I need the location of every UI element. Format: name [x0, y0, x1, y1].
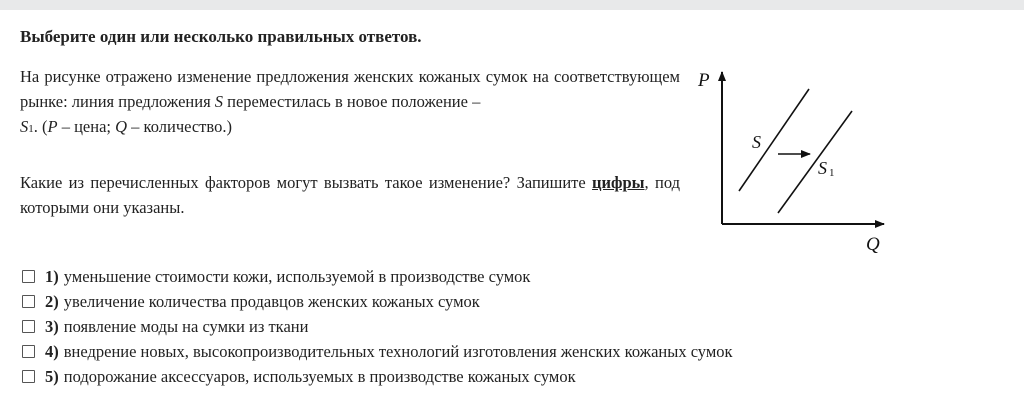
- question-paragraph-1: На рисунке отражено изменение предложения женских кожаных сумок на соответствующем рынке: линия предложения S переместилась в новое положение – S1. (P – цена; Q – количество.): [20, 67, 680, 136]
- answer-options: [22, 264, 733, 389]
- option-3-checkbox[interactable]: [22, 320, 35, 333]
- option-2[interactable]: 2) увеличение количества продавцов женских кожаных сумок: [22, 289, 733, 314]
- question-text: [20, 64, 680, 220]
- axis-x-label: Q: [866, 234, 880, 255]
- option-4[interactable]: 4) внедрение новых, высокопроизводительных технологий изготовления женских кожаных сумок: [22, 339, 733, 364]
- option-5[interactable]: 5) подорожание аксессуаров, используемых в производстве кожаных сумок: [22, 364, 733, 389]
- question-paragraph-2: Какие из перечисленных факторов могут вызвать такое изменение? Запишите цифры, под которыми они указаны.: [20, 173, 680, 217]
- supply-curve-s: [739, 89, 809, 191]
- supply-curve-s1: [778, 111, 852, 213]
- top-strip: [0, 0, 1024, 10]
- option-1[interactable]: 1) уменьшение стоимости кожи, используемой в производстве сумок: [22, 264, 733, 289]
- instruction-heading: Выберите один или несколько правильных ответов.: [20, 27, 422, 46]
- option-1-checkbox[interactable]: [22, 270, 35, 283]
- curve-s1-label: S: [818, 158, 827, 178]
- curve-s-label: S: [752, 132, 761, 152]
- axis-y-label: P: [698, 70, 710, 91]
- option-4-checkbox[interactable]: [22, 345, 35, 358]
- curve-s1-subscript: 1: [829, 167, 835, 179]
- option-2-checkbox[interactable]: [22, 295, 35, 308]
- supply-shift-figure: [690, 60, 895, 260]
- option-5-checkbox[interactable]: [22, 370, 35, 383]
- option-3[interactable]: 3) появление моды на сумки из ткани: [22, 314, 733, 339]
